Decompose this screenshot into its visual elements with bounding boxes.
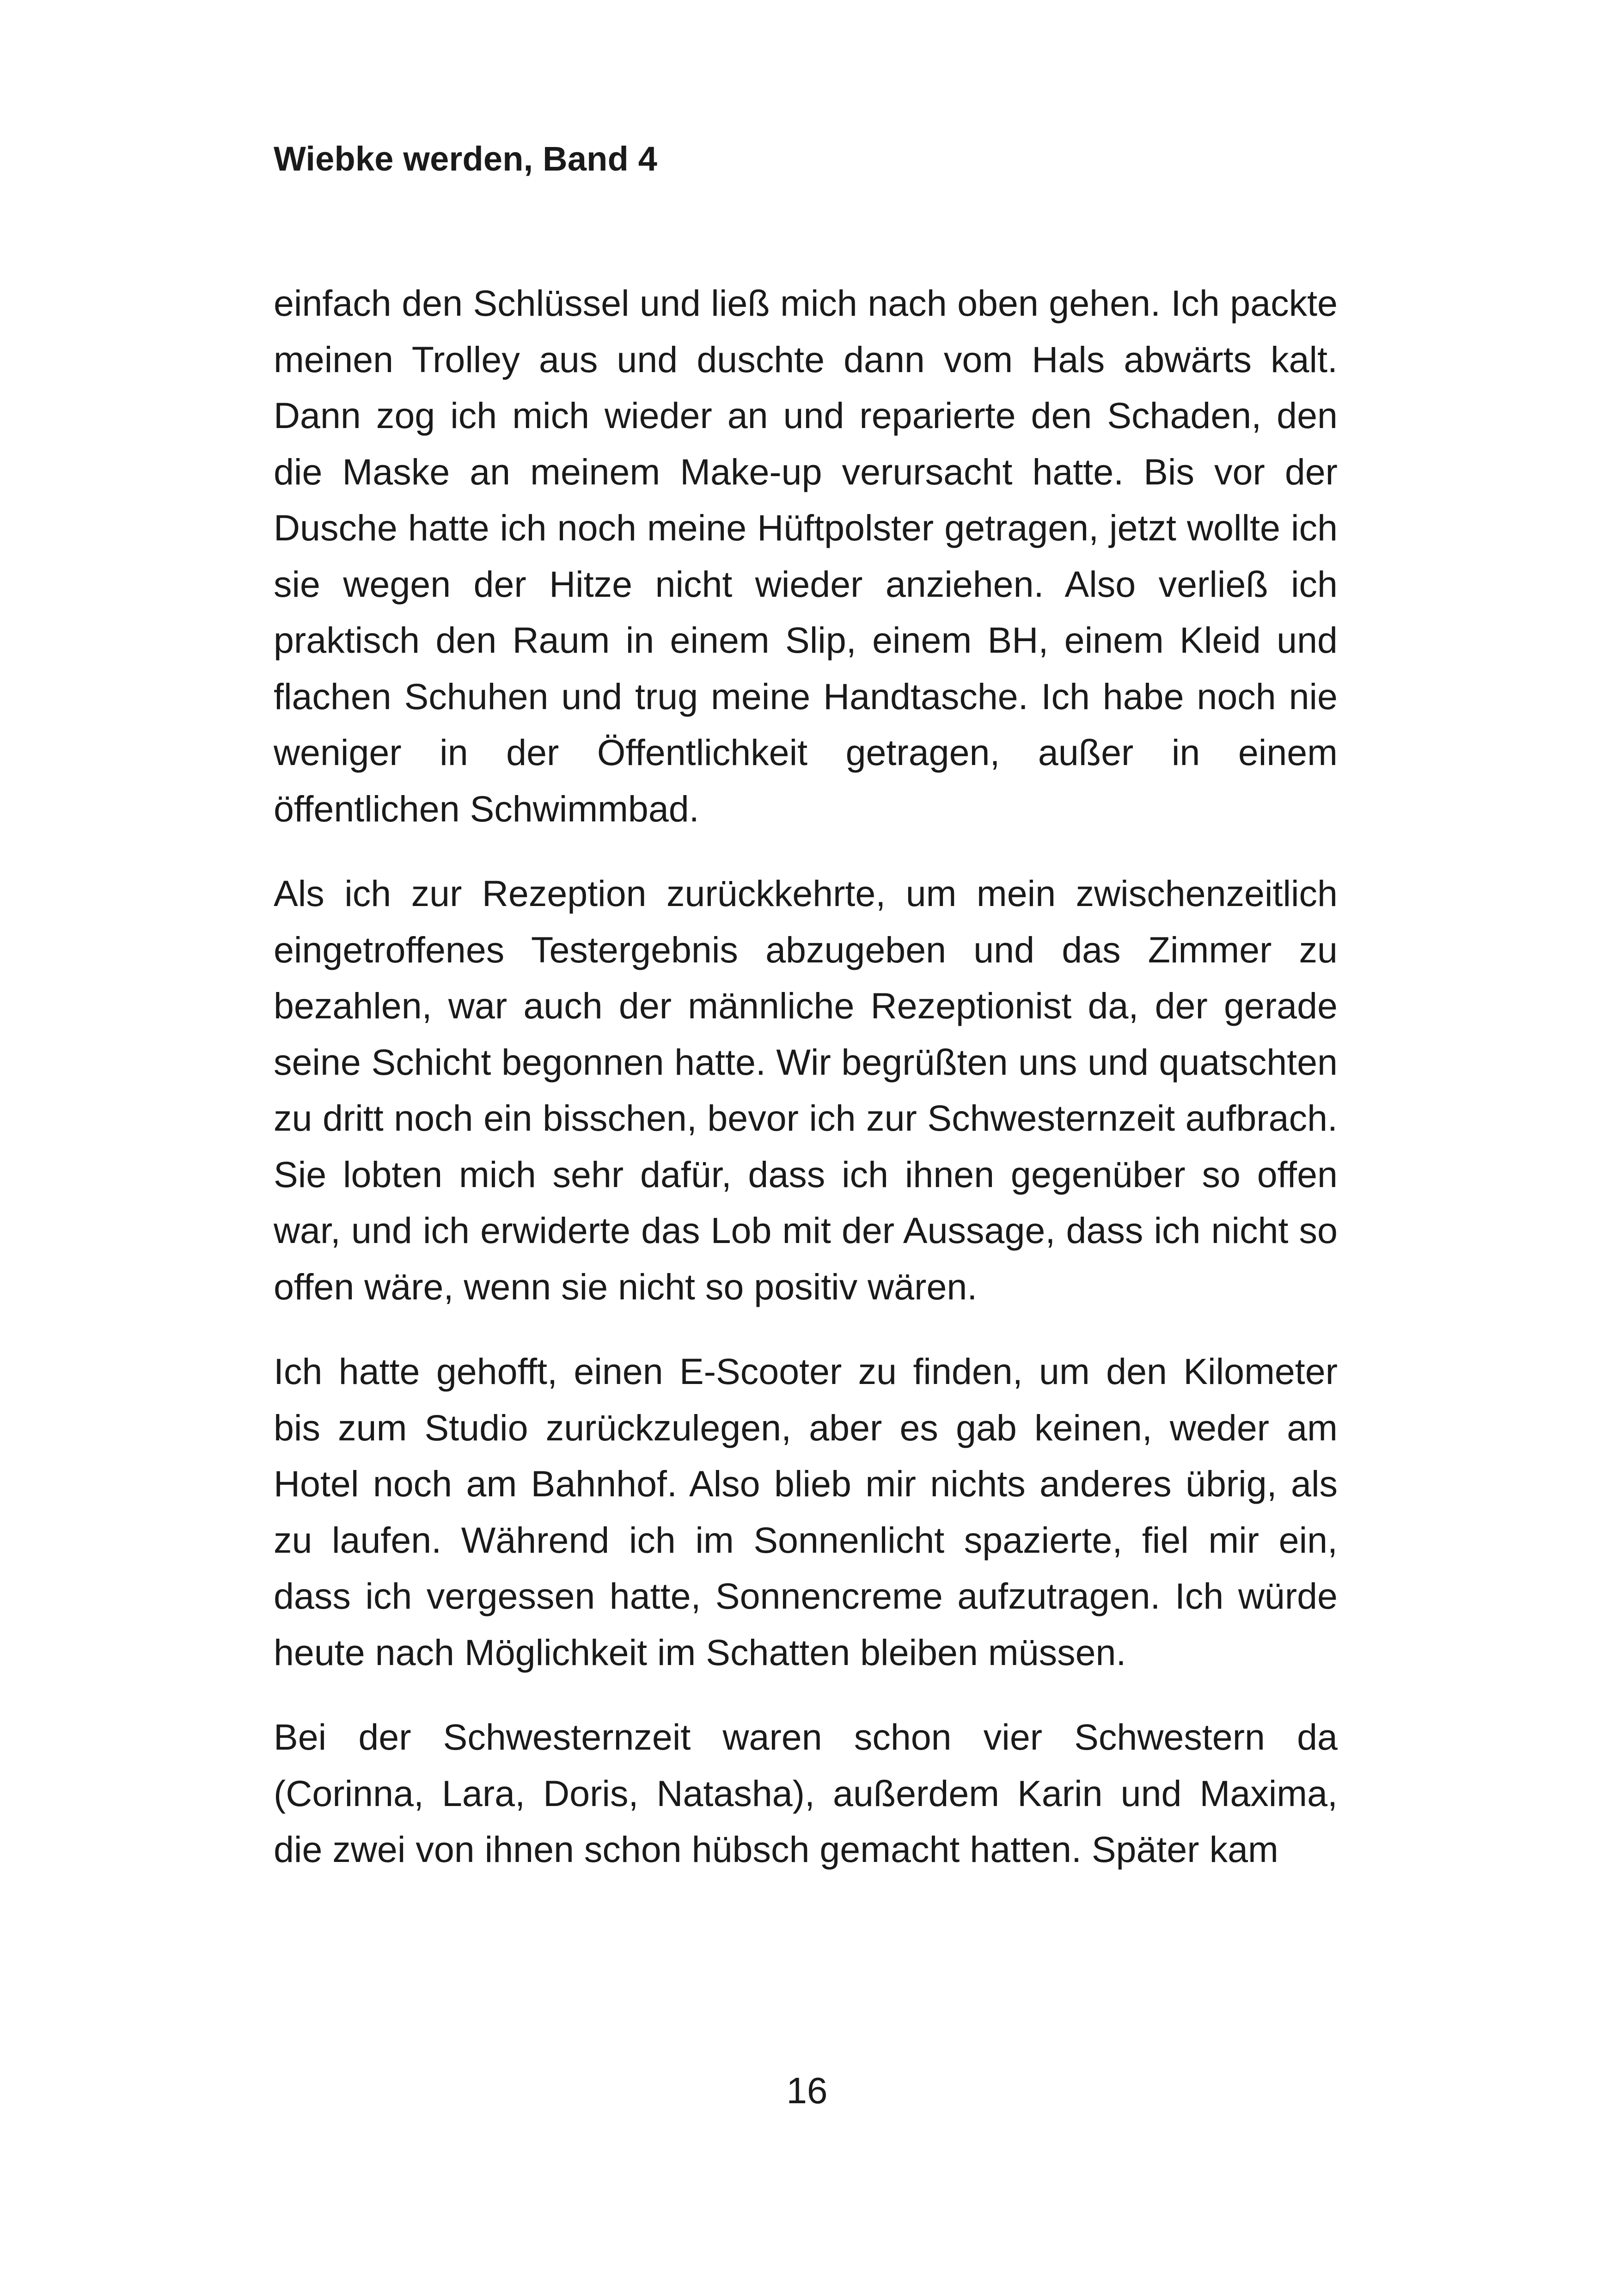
paragraph-2: Als ich zur Rezeption zurückkehrte, um mein zwischenzeitlich eingetroffenes Testergebnis abzugeben und das Zimmer zu bezahlen, war auch der männliche Rezeptionist da, der gerade seine Schicht begonnen hatte. Wir begrüßten uns und quatschten zu dritt noch ein bisschen, bevor ich zur Schwesternzeit aufbrach. Sie lobten mich sehr dafür, dass ich ihnen gegenüber so offen war, und ich erwiderte das Lob mit der Aussage, dass ich nicht so offen wäre, wenn sie nicht so positiv wären. <box>274 873 1338 1307</box>
paragraph-4: Bei der Schwesternzeit waren schon vier Schwestern da (Corinna, Lara, Doris, Natasha), außerdem Karin und Maxima, die zwei von ihnen schon hübsch gemacht hatten. Später kam <box>274 1716 1338 1870</box>
paragraph-3: Ich hatte gehofft, einen E-Scooter zu finden, um den Kilometer bis zum Studio zurückzulegen, aber es gab keinen, weder am Hotel noch am Bahnhof. Also blieb mir nichts anderes übrig, als zu laufen. Während ich im Sonnenlicht spazierte, fiel mir ein, dass ich vergessen hatte, Sonnencreme aufzutragen. Ich würde heute nach Möglichkeit im Schatten bleiben müssen. <box>274 1351 1338 1673</box>
page-number: 16 <box>786 2070 828 2111</box>
paragraph-1: einfach den Schlüssel und ließ mich nach oben gehen. Ich packte meinen Trolley aus und duschte dann vom Hals abwärts kalt. Dann zog ich mich wieder an und reparierte den Schaden, den die Maske an meinem Make-up verursacht hatte. Bis vor der Dusche hatte ich noch meine Hüftpolster getragen, jetzt wollte ich sie wegen der Hitze nicht wieder anziehen. Also verließ ich praktisch den Raum in einem Slip, einem BH, einem Kleid und flachen Schuhen und trug meine Handtasche. Ich habe noch nie weniger in der Öffentlichkeit getragen, außer in einem öffentlichen Schwimmbad. <box>274 282 1338 829</box>
body-text <box>274 275 1338 1906</box>
running-header-title: Wiebke werden, Band 4 <box>274 140 658 178</box>
